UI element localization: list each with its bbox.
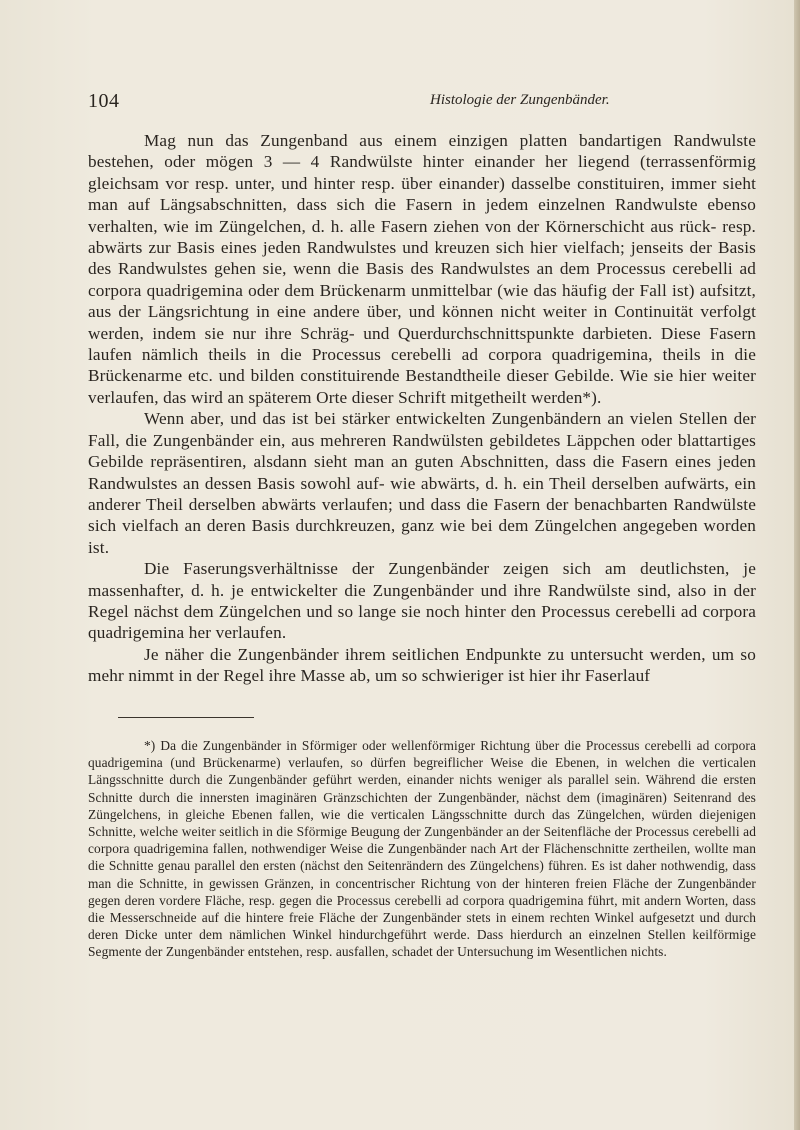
footnote-rule bbox=[118, 717, 254, 718]
paragraph: Mag nun das Zungenband aus einem einzigen platten bandartigen Randwulste bestehen, oder mögen 3 — 4 Randwülste hinter einander her liegend (terrassenförmig gleichsam vor resp. unter, und hinter resp. über einander) dasselbe constituiren, immer sieht man auf Längsabschnitten, dass sich die Fasern in jedem einzelnen Randwulste ebenso verhalten, wie im Züngelchen, d. h. alle Fasern ziehen von der Körnerschicht aus rück- resp. abwärts zur Basis eines jeden Randwulstes und kreuzen sich hier vielfach; jenseits der Basis des Randwulstes gehen sie, wenn die Basis des Randwulstes an dem Processus cerebelli ad corpora quadrigemina oder dem Brückenarm unmittelbar (wie das häufig der Fall ist) aufsitzt, aus der Längsrichtung in eine andere über, und können nicht weiter in Continuität verfolgt werden, indem sie nur ihre Schräg- und Querdurchschnittspunkte darbieten. Diese Fasern laufen nämlich theils in die Processus cerebelli ad corpora quadrigemina, theils in die Brückenarme etc. und bilden constituirende Bestandtheile dieser Gebilde. Wie sie hier weiter verlaufen, das wird an späterem Orte dieser Schrift mitgetheilt werden*). bbox=[88, 131, 756, 407]
running-title: Histologie der Zungenbänder. bbox=[430, 92, 610, 108]
paragraph: Je näher die Zungenbänder ihrem seitlichen Endpunkte zu untersucht werden, um so mehr nimmt in der Regel ihre Masse ab, um so schwieriger ist hier ihr Faserlauf bbox=[88, 644, 756, 686]
page-header bbox=[88, 90, 748, 112]
footnote bbox=[88, 737, 756, 961]
main-text bbox=[88, 130, 756, 687]
paragraph: Die Faserungsverhältnisse der Zungenbänder zeigen sich am deutlichsten, je massenhafter, d. h. je entwickelter die Zungenbänder und ihre Randwülste sind, also in der Regel nächst dem Züngelchen und so lange sie noch hinter den Processus cerebelli ad corpora quadrigemina her verlaufen. bbox=[88, 559, 756, 643]
page-number: 104 bbox=[88, 90, 120, 112]
paragraph: Wenn aber, und das ist bei stärker entwickelten Zungenbändern an vielen Stellen der Fall, die Zungenbänder ein, aus mehreren Randwülsten gebildetes Läppchen oder blattartiges Gebilde repräsentiren, alsdann sieht man an guten Abschnitten, dass die Fasern eines jeden Randwulstes an dessen Basis sowohl auf- wie abwärts, d. h. ein Theil derselben aufwärts, ein anderer Theil derselben abwärts verlaufen; und dass die Fasern der benachbarten Randwülste sich vielfach an deren Basis durchkreuzen, ganz wie bei dem Züngelchen angegeben worden ist. bbox=[88, 409, 756, 557]
page-edge bbox=[794, 0, 800, 1130]
footnote-text: *) Da die Zungenbänder in Sförmiger oder wellenförmiger Richtung über die Processus cerebelli ad corpora quadrigemina (und Brückenarme) verlaufen, so dürfen begreiflicher Weise die Ebenen, in welchen die verticalen Längsschnitte durch die Zungenbänder geführt werden, einander nichts weniger als parallel sein. Während die ersten Schnitte durch die innersten imaginären Gränzschichten der Zungenbänder, nächst dem (imaginären) Seitenrand des Züngelchens, in gleiche Ebenen fallen, wie die verticalen Längsschnitte durch das Züngelchen, würden diejenigen Schnitte, welche weiter seitlich in die Sförmige Beugung der Zungenbänder an der Seitenfläche der Processus cerebelli ad corpora quadrigemina fallen, nothwendiger Weise die Zungenbänder nach Art der Flächenschnitte zertheilen, wollte man die Schnitte genau parallel den ersten (nächst den Seitenrändern des Züngelchens) führen. Es ist daher nothwendig, dass man die Schnitte, in gewissen Gränzen, in concentrischer Richtung von der hinteren freien Fläche der Zungenbänder gegen deren vordere Fläche, resp. gegen die Processus cerebelli ad corpora quadrigemina führt, mit andern Worten, dass die Messerschneide auf die hintere freie Fläche der Zungenbänder stets in einem rechten Winkel aufgesetzt und durch deren Dicke unter dem nämlichen Winkel hindurchgeführt werde. Dass hierdurch an einzelnen Stellen keilförmige Segmente der Zungenbänder entstehen, resp. ausfallen, schadet der Untersuchung im Wesentlichen nichts. bbox=[88, 738, 756, 960]
